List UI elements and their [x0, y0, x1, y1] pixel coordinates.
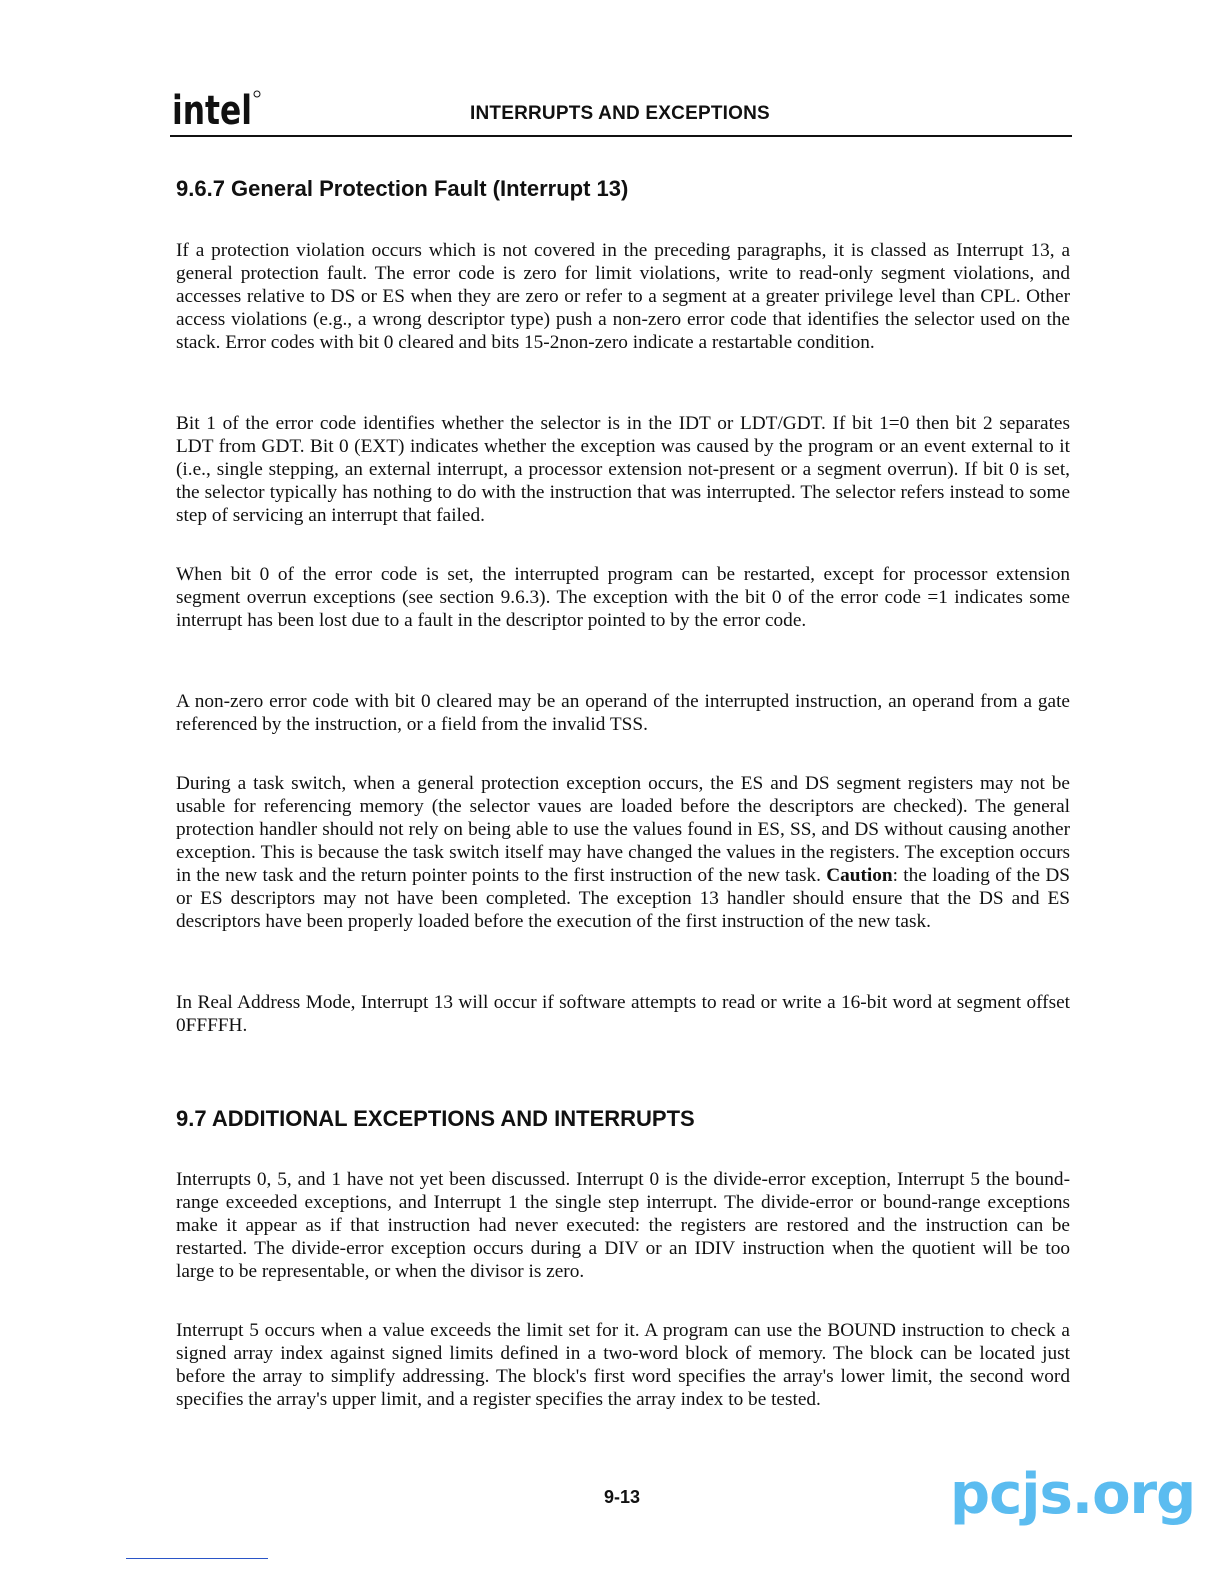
intel-logo — [172, 82, 262, 138]
paragraph-task-switch — [176, 772, 1070, 933]
footer-rule — [126, 1558, 268, 1559]
caution-label: Caution — [826, 865, 893, 886]
header-title: INTERRUPTS AND EXCEPTIONS — [470, 103, 770, 124]
pcjs-watermark: pcjs.org — [950, 1462, 1196, 1527]
paragraph-bit0-cleared: A non-zero error code with bit 0 cleared may be an operand of the interrupted instruction, an operand from a gate referenced by the instruction, or a field from the invalid TSS. — [176, 691, 1070, 735]
paragraph-interrupts-0-5-1: Interrupts 0, 5, and 1 have not yet been discussed. Interrupt 0 is the divide-error exception, Interrupt 5 the bound-range exceeded exceptions, and Interrupt 1 the single step interrupt. The divide-error or bound-range exceptions make it appear as if that instruction had never executed: the registers are restored and the instruction can be restarted. The divide-error exception occurs during a DIV or an IDIV instruction when the quotient will be too large to be representable, or when the divisor is zero. — [176, 1169, 1070, 1282]
paragraph-interrupt-5-bound: Interrupt 5 occurs when a value exceeds the limit set for it. A program can use the BOUND instruction to check a signed array index against signed limits defined in a two-word block of memory. The block can be located just before the array to simplify addressing. The block's first word specifies the array's lower limit, the second word specifies the array's upper limit, and a register specifies the array index to be tested. — [176, 1320, 1070, 1410]
section-heading-9-6-7: 9.6.7 General Protection Fault (Interrupt 13) — [176, 176, 629, 201]
section-heading-9-7: 9.7 ADDITIONAL EXCEPTIONS AND INTERRUPTS — [176, 1106, 695, 1131]
task-switch-text-b: : the loading of the DS or ES descriptors may not have been completed. The exception 13 handler should ensure that the DS and ES descriptors have been properly loaded before the execution of the first instruction of the new task. — [176, 865, 1070, 932]
paragraph-error-code-bits: Bit 1 of the error code identifies whether the selector is in the IDT or LDT/GDT. If bit 1=0 then bit 2 separates LDT from GDT. Bit 0 (EXT) indicates whether the exception was caused by the program or an event external to it (i.e., single stepping, an external interrupt, a processor extension not-present or a segment overrun). If bit 0 is set, the selector typically has nothing to do with the instruction that was interrupted. The selector refers instead to some step of servicing an interrupt that failed. — [176, 413, 1070, 526]
paragraph-gp-fault-intro: If a protection violation occurs which is not covered in the preceding paragraphs, it is classed as Interrupt 13, a general protection fault. The error code is zero for limit violations, write to read-only segment violations, and accesses relative to DS or ES when they are zero or refer to a segment at a greater privilege level than CPL. Other access violations (e.g., a wrong descriptor type) push a non-zero error code that identifies the selector used on the stack. Error codes with bit 0 cleared and bits 15-2non-zero indicate a restartable condition. — [176, 240, 1070, 353]
logo-text: intel — [172, 88, 252, 134]
page-number: 9-13 — [604, 1487, 641, 1507]
paragraph-real-address-mode: In Real Address Mode, Interrupt 13 will occur if software attempts to read or write a 16-bit word at segment offset 0FFFFH. — [176, 992, 1070, 1036]
task-switch-text-a: During a task switch, when a general protection exception occurs, the ES and DS segment registers may not be usable for referencing memory (the selector vaues are loaded before the descriptors are checked). The general protection handler should not rely on being able to use the values found in ES, SS, and DS without causing another exception. This is because the task switch itself may have changed the values in the registers. The exception occurs in the new task and the return pointer points to the first instruction of the new task. — [176, 773, 1070, 886]
header-rule — [170, 135, 1072, 137]
paragraph-bit0-set: When bit 0 of the error code is set, the interrupted program can be restarted, except for processor extension segment overrun exceptions (see section 9.6.3). The exception with the bit 0 of the error code =1 indicates some interrupt has been lost due to a fault in the descriptor pointed to by the error code. — [176, 564, 1070, 631]
